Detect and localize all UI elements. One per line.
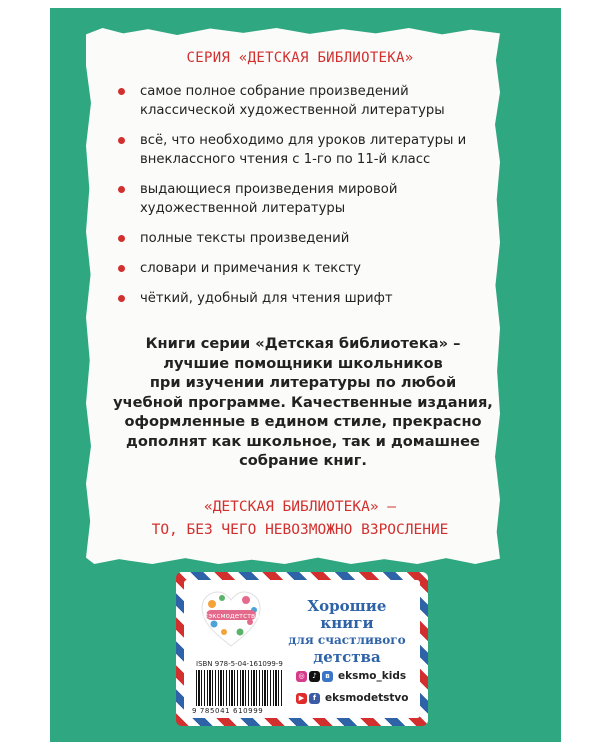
series-title: СЕРИЯ «ДЕТСКАЯ БИБЛИОТЕКА» <box>186 50 414 66</box>
list-item: всё, что необходимо для уроков литературы и внеклассного чтения с 1-го по 11-й класс <box>118 131 478 169</box>
list-item: выдающиеся произведения мировой художественной литературы <box>118 180 478 218</box>
list-item: чёткий, удобный для чтения шрифт <box>118 289 478 308</box>
bullet-dot <box>118 235 125 242</box>
hashtag-text: #эксмодетство <box>202 612 260 620</box>
list-item: словари и примечания к тексту <box>118 259 478 278</box>
barcode-number: 9 785041 610999 <box>192 707 264 715</box>
feature-list <box>118 82 478 319</box>
tagline: Хорошие книги для счастливого детства <box>288 597 406 666</box>
bullet-dot <box>118 265 125 272</box>
bullet-dot <box>118 295 125 302</box>
social-row <box>296 692 409 704</box>
description-paragraph: Книги серии «Детская библиотека» – лучшие помощники школьников при изучении литературы по любой учебной программе. Качественные издания, оформленные в едином стиле, прекрасно дополнят как школьное, так и домашнее собрание книг. <box>113 335 493 469</box>
social-row <box>296 670 406 682</box>
bullet-dot <box>118 186 125 193</box>
instagram-icon: ◎ <box>296 671 307 682</box>
social-handle: eksmodetstvo <box>325 692 409 704</box>
slogan: «ДЕТСКАЯ БИБЛИОТЕКА» – ТО, БЕЗ ЧЕГО НЕВОЗМОЖНО ВЗРОСЛЕНИЕ <box>151 499 449 538</box>
tiktok-icon: ♪ <box>309 671 320 682</box>
social-handle: eksmo_kids <box>338 670 407 682</box>
stamp-envelope <box>176 572 428 726</box>
list-item: полные тексты произведений <box>118 229 478 248</box>
envelope-inner <box>184 580 420 718</box>
heart-logo-icon <box>200 590 262 648</box>
bullet-dot <box>118 137 125 144</box>
barcode <box>196 670 282 706</box>
list-item: самое полное собрание произведений классической художественной литературы <box>118 82 478 120</box>
vk-icon: в <box>322 671 333 682</box>
bullet-dot <box>118 88 125 95</box>
facebook-icon: f <box>309 693 320 704</box>
youtube-icon: ▶ <box>296 693 307 704</box>
isbn-text: ISBN 978-5-04-161099-9 <box>196 660 283 668</box>
